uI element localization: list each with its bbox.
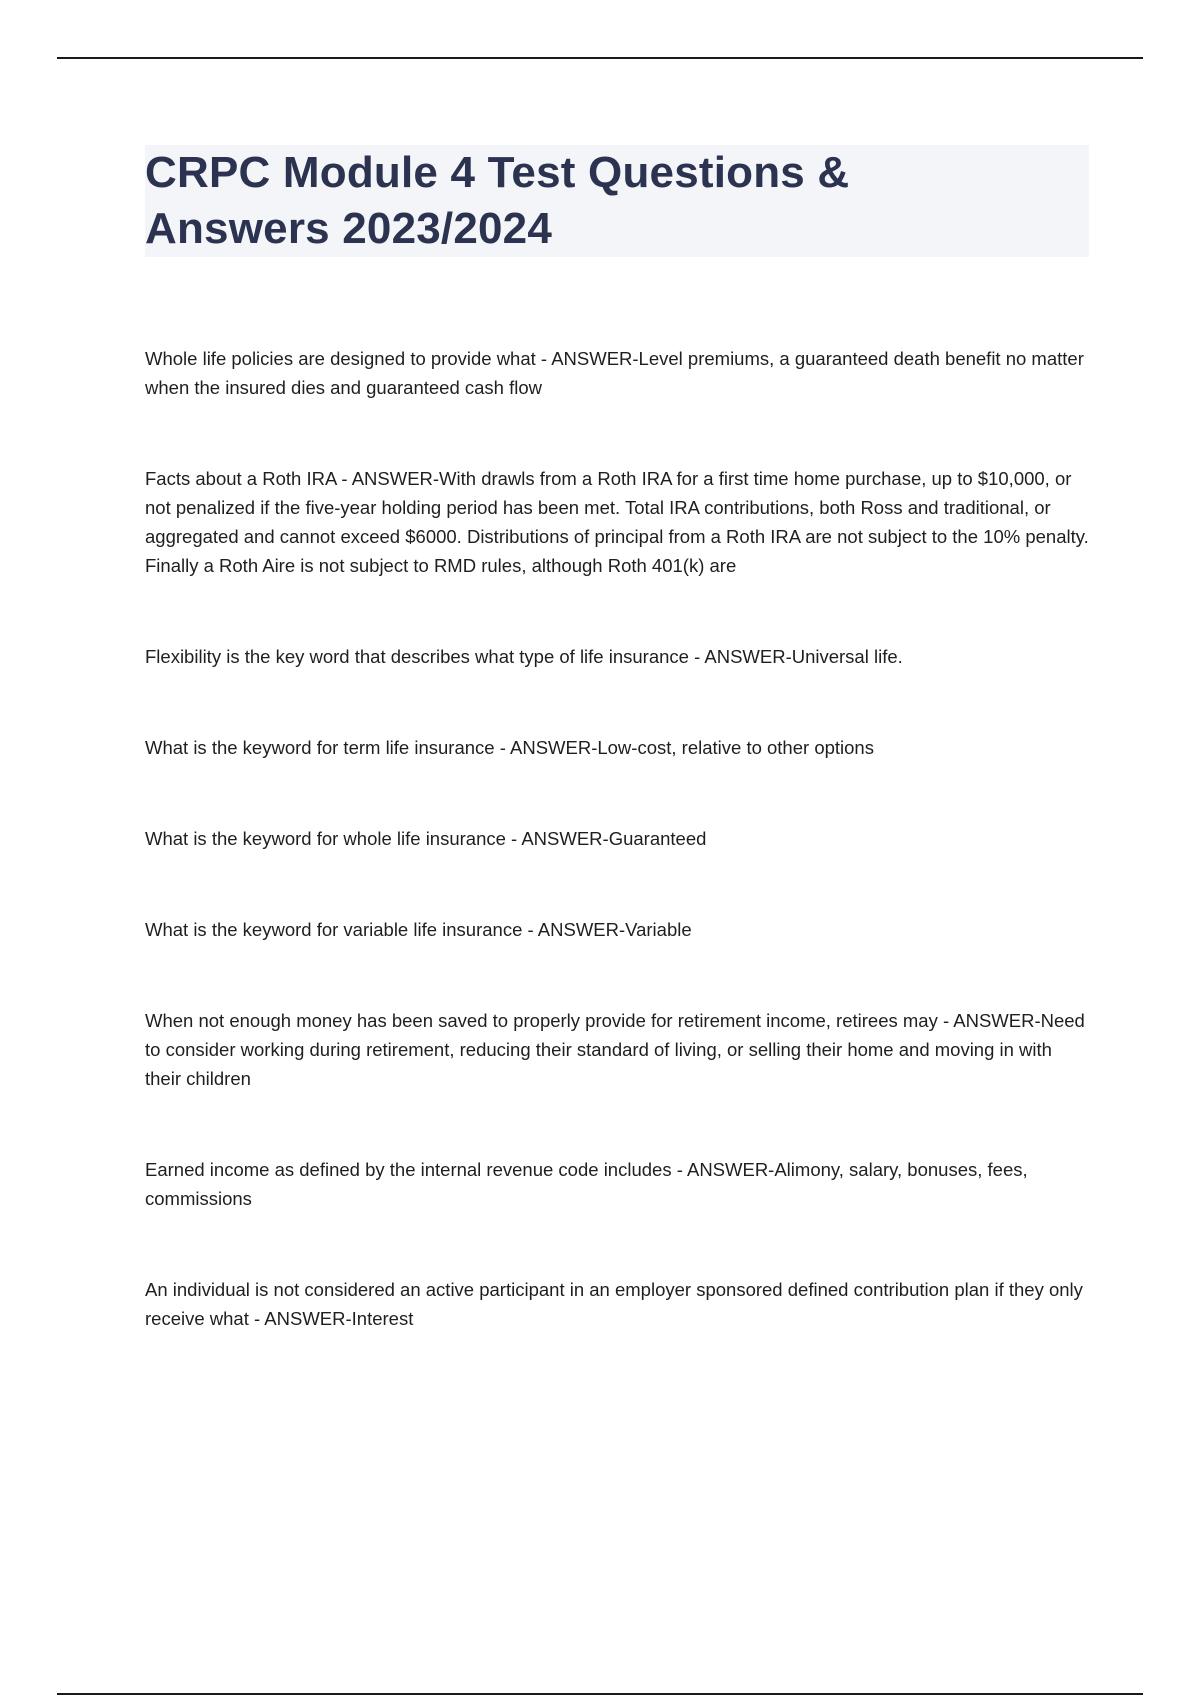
spacer — [145, 1213, 1089, 1275]
qa-item: When not enough money has been saved to properly provide for retirement income, retirees may - ANSWER-Need to consider working during retirement, reducing their standard of living, or selling their home and moving in with their children — [145, 1010, 1085, 1089]
title-line-1: CRPC Module 4 Test Questions & — [145, 148, 850, 197]
qa-item: Earned income as defined by the internal revenue code includes - ANSWER-Alimony, salary, bonuses, fees, commissions — [145, 1159, 1028, 1209]
spacer — [145, 853, 1089, 915]
top-rule — [57, 57, 1143, 59]
qa-item: An individual is not considered an active participant in an employer sponsored defined contribution plan if they only receive what - ANSWER-Interest — [145, 1279, 1083, 1329]
qa-item: Flexibility is the key word that describes what type of life insurance - ANSWER-Universal life. — [145, 646, 903, 667]
qa-item: What is the keyword for variable life insurance - ANSWER-Variable — [145, 919, 692, 940]
qa-item: Facts about a Roth IRA - ANSWER-With drawls from a Roth IRA for a first time home purchase, up to $10,000, or not penalized if the five-year holding period has been met. Total IRA contributions, both Ross and traditional, or aggregated and cannot exceed $6000. Distributions of principal from a Roth IRA are not subject to the 10% penalty. Finally a Roth Aire is not subject to RMD rules, although Roth 401(k) are — [145, 468, 1089, 576]
qa-item: What is the keyword for term life insurance - ANSWER-Low-cost, relative to other options — [145, 737, 874, 758]
qa-list — [145, 344, 1089, 1333]
page-title — [145, 145, 1089, 257]
bottom-rule — [57, 1693, 1143, 1695]
spacer — [145, 580, 1089, 642]
title-block — [145, 145, 1089, 257]
spacer — [145, 1093, 1089, 1155]
qa-item: Whole life policies are designed to provide what - ANSWER-Level premiums, a guaranteed death benefit no matter when the insured dies and guaranteed cash flow — [145, 348, 1084, 398]
spacer — [145, 402, 1089, 464]
qa-item: What is the keyword for whole life insurance - ANSWER-Guaranteed — [145, 828, 707, 849]
title-line-2: Answers 2023/2024 — [145, 204, 553, 253]
spacer — [145, 762, 1089, 824]
spacer — [145, 671, 1089, 733]
spacer — [145, 944, 1089, 1006]
